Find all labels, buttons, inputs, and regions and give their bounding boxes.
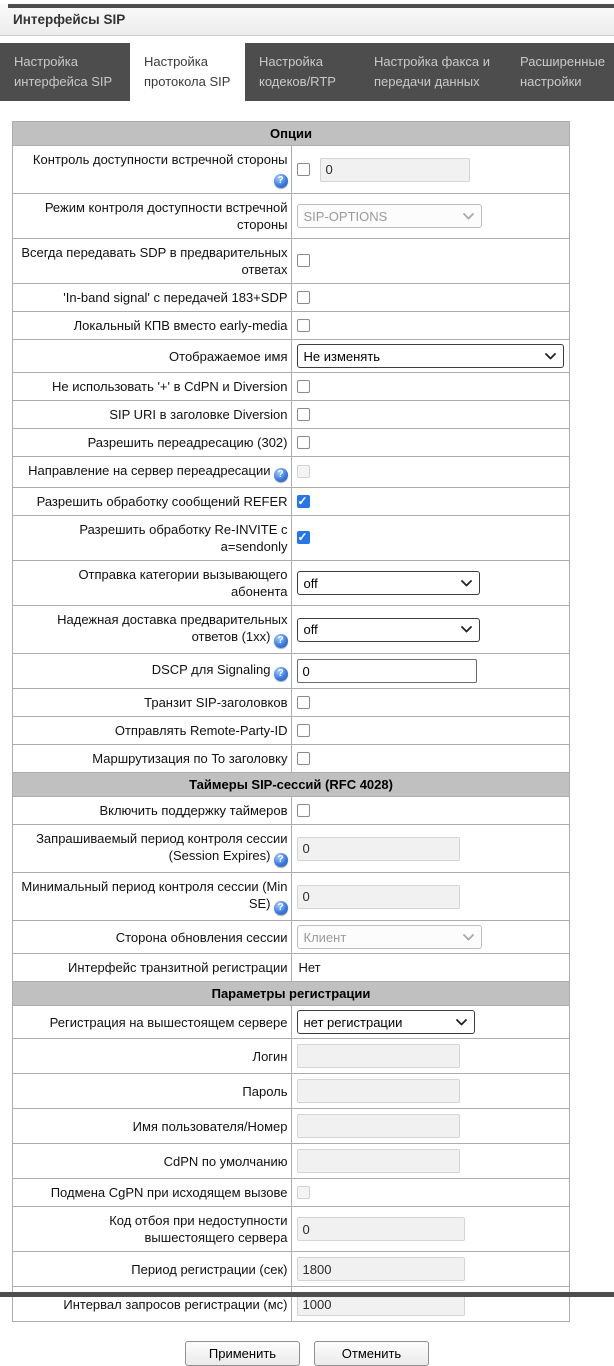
tab-bar xyxy=(0,43,614,101)
inband-signal-183-label-cell xyxy=(13,284,292,312)
tab-label: Настройка кодеков/RTP xyxy=(259,54,336,89)
settings-row-allow-reinvite-sendonly xyxy=(13,516,570,561)
session-refresher-label: Сторона обновления сессии xyxy=(115,929,288,945)
tab-label: Расширенные настройки xyxy=(520,54,606,89)
section-header: Параметры регистрации xyxy=(13,982,570,1006)
route-by-to-checkbox[interactable] xyxy=(297,752,310,765)
always-sdp-provisional-label-cell xyxy=(13,239,292,284)
settings-row-min-se xyxy=(13,873,570,921)
route-by-to-label: Маршрутизация по To заголовку xyxy=(92,751,288,766)
availability-mode-label: Режим контроля доступности встречной стороны xyxy=(44,200,288,232)
dscp-signaling-label-cell xyxy=(13,654,292,689)
password-control-cell xyxy=(291,1074,570,1109)
dscp-signaling-control-cell xyxy=(291,654,570,689)
route-by-to-label-cell xyxy=(13,745,292,773)
help-icon[interactable]: ? xyxy=(274,174,288,188)
footer-buttons xyxy=(0,1341,614,1366)
cgpn-substitution-checkbox xyxy=(297,1186,310,1199)
remote-party-id-label: Отправлять Remote-Party-ID xyxy=(114,723,288,738)
session-expires-label-cell xyxy=(13,825,292,873)
always-sdp-provisional-control-cell xyxy=(291,239,570,284)
allow-reinvite-sendonly-control-cell xyxy=(291,516,570,561)
always-sdp-provisional-label: Всегда передавать SDP в предварительных ответах xyxy=(21,245,288,277)
redirect-server-label: Направление на сервер переадресации xyxy=(28,463,271,478)
cgpn-substitution-label: Подмена CgPN при исходящем вызове xyxy=(50,1185,288,1200)
settings-row-allow-302 xyxy=(13,429,570,457)
settings-row-reliable-provisional xyxy=(13,606,570,654)
no-plus-cdpn-control-cell xyxy=(291,373,570,401)
session-expires-label: Запрашиваемый период контроля сессии (Session Expires) xyxy=(36,831,288,863)
sip-uri-diversion-label-cell xyxy=(13,401,292,429)
registration-period-input xyxy=(297,1257,465,1281)
allow-refer-control-cell xyxy=(291,488,570,516)
settings-row-registration-upstream xyxy=(13,1006,570,1039)
settings-row-enable-timers xyxy=(13,797,570,825)
inband-signal-183-label: 'In-band signal' с передачей 183+SDP xyxy=(63,290,288,305)
default-cdpn-label: CdPN по умолчанию xyxy=(163,1153,288,1169)
settings-row-redirect-server xyxy=(13,457,570,488)
transit-registration-interface-control-cell xyxy=(291,954,570,982)
allow-reinvite-sendonly-label-cell xyxy=(13,516,292,561)
inband-signal-183-checkbox[interactable] xyxy=(297,291,310,304)
help-icon[interactable]: ? xyxy=(274,853,288,867)
default-cdpn-input xyxy=(297,1149,460,1173)
transit-registration-interface-value: Нет xyxy=(298,959,321,975)
registration-upstream-label: Регистрация на вышестоящем сервере xyxy=(49,1014,288,1030)
min-se-control-cell xyxy=(291,873,570,921)
password-label-cell xyxy=(13,1074,292,1109)
settings-row-display-name xyxy=(13,340,570,373)
redirect-server-label-cell xyxy=(13,457,292,488)
availability-control-label: Контроль доступности встречной стороны xyxy=(32,152,288,167)
busy-code-control-cell xyxy=(291,1207,570,1252)
tab-codecs-rtp-settings[interactable] xyxy=(245,43,360,101)
help-icon[interactable]: ? xyxy=(274,901,288,915)
enable-timers-label: Включить поддержку таймеров xyxy=(99,803,288,818)
settings-row-remote-party-id xyxy=(13,717,570,745)
transit-registration-interface-label-cell xyxy=(13,954,292,982)
settings-row-login xyxy=(13,1039,570,1074)
login-input xyxy=(297,1044,460,1068)
section-header: Опции xyxy=(13,122,570,146)
local-ringback-control-cell xyxy=(291,312,570,340)
settings-row-allow-refer xyxy=(13,488,570,516)
cgpn-substitution-label-cell xyxy=(13,1179,292,1207)
busy-code-label-cell xyxy=(13,1207,292,1252)
display-name-label-cell xyxy=(13,340,292,373)
settings-row-dscp-signaling xyxy=(13,654,570,689)
registration-interval-label: Интервал запросов регистрации (мс) xyxy=(63,1296,288,1312)
settings-row-transit-registration-interface xyxy=(13,954,570,982)
default-cdpn-label-cell xyxy=(13,1144,292,1179)
check-icon: ✓ xyxy=(297,530,308,545)
settings-row-inband-signal-183 xyxy=(13,284,570,312)
tab-label: Настройка факса и передачи данных xyxy=(374,54,490,89)
settings-row-always-sdp-provisional xyxy=(13,239,570,284)
tab-advanced-settings[interactable] xyxy=(506,43,614,101)
session-expires-control-cell xyxy=(291,825,570,873)
settings-row-password xyxy=(13,1074,570,1109)
availability-control-input xyxy=(320,158,470,182)
inband-signal-183-control-cell xyxy=(291,284,570,312)
registration-upstream-select[interactable] xyxy=(297,1010,475,1034)
display-name-control-cell xyxy=(291,340,570,373)
cgpn-substitution-control-cell xyxy=(291,1179,570,1207)
cancel-button[interactable]: Отменить xyxy=(314,1341,429,1366)
allow-302-label-cell xyxy=(13,429,292,457)
login-label: Логин xyxy=(252,1048,288,1064)
login-control-cell xyxy=(291,1039,570,1074)
enable-timers-checkbox[interactable] xyxy=(297,804,310,817)
min-se-input xyxy=(297,885,460,909)
password-input xyxy=(297,1079,460,1103)
sip-uri-diversion-label: SIP URI в заголовке Diversion xyxy=(109,407,288,422)
check-icon: ✓ xyxy=(297,493,308,508)
settings-table xyxy=(12,121,570,1322)
session-refresher-select xyxy=(297,925,482,949)
help-icon[interactable]: ? xyxy=(274,468,288,482)
availability-control-control-cell xyxy=(291,146,570,194)
allow-302-checkbox[interactable] xyxy=(297,436,310,449)
allow-refer-label: Разрешить обработку сообщений REFER xyxy=(36,494,288,509)
redirect-server-checkbox xyxy=(297,465,310,478)
tab-label: Настройка протокола SIP xyxy=(144,54,231,89)
help-icon[interactable]: ? xyxy=(274,634,288,648)
remote-party-id-label-cell xyxy=(13,717,292,745)
allow-302-control-cell xyxy=(291,429,570,457)
sip-header-transit-label: Транзит SIP-заголовков xyxy=(144,695,288,710)
allow-reinvite-sendonly-checkbox[interactable] xyxy=(297,531,310,544)
sip-header-transit-checkbox[interactable] xyxy=(297,696,310,709)
registration-upstream-select-value: нет регистрации xyxy=(303,1014,403,1030)
always-sdp-provisional-checkbox[interactable] xyxy=(297,254,310,267)
availability-control-label-cell xyxy=(13,146,292,194)
availability-mode-select-value: SIP-OPTIONS xyxy=(303,208,388,224)
allow-refer-label-cell xyxy=(13,488,292,516)
reliable-provisional-label-cell xyxy=(13,606,292,654)
redirect-server-control-cell xyxy=(291,457,570,488)
settings-row-session-expires xyxy=(13,825,570,873)
settings-row-caller-category xyxy=(13,561,570,606)
registration-upstream-label-cell xyxy=(13,1006,292,1039)
username-number-control-cell xyxy=(291,1109,570,1144)
availability-mode-control-cell xyxy=(291,194,570,239)
settings-row-busy-code xyxy=(13,1207,570,1252)
busy-code-label: Код отбоя при недоступности вышестоящего сервера xyxy=(109,1213,288,1245)
dscp-signaling-label: DSCP для Signaling xyxy=(151,662,271,677)
page-title: Интерфейсы SIP xyxy=(0,4,614,36)
tab-fax-data-settings[interactable] xyxy=(360,43,506,101)
reliable-provisional-select[interactable] xyxy=(297,618,480,642)
registration-period-control-cell xyxy=(291,1252,570,1287)
tab-sip-interface-settings[interactable] xyxy=(0,43,130,101)
remote-party-id-control-cell xyxy=(291,717,570,745)
reliable-provisional-label: Надежная доставка предварительных ответов (1xx) xyxy=(57,612,288,644)
settings-row-session-refresher xyxy=(13,921,570,954)
reliable-provisional-control-cell xyxy=(291,606,570,654)
availability-mode-select xyxy=(297,204,482,228)
settings-row-route-by-to xyxy=(13,745,570,773)
local-ringback-checkbox[interactable] xyxy=(297,319,310,332)
reliable-provisional-select-value: off xyxy=(303,622,318,637)
settings-row-cgpn-substitution xyxy=(13,1179,570,1207)
apply-button[interactable]: Применить xyxy=(185,1341,300,1366)
display-name-label: Отображаемое имя xyxy=(169,348,288,364)
dscp-signaling-input[interactable] xyxy=(297,659,477,683)
enable-timers-control-cell xyxy=(291,797,570,825)
chevron-down-icon xyxy=(456,1019,467,1026)
session-expires-input xyxy=(297,837,460,861)
tab-label: Настройка интерфейса SIP xyxy=(14,54,113,89)
caller-category-select-value: off xyxy=(303,575,318,591)
session-refresher-label-cell xyxy=(13,921,292,954)
min-se-label: Минимальный период контроля сессии (Min SE) xyxy=(21,879,288,911)
section-header: Таймеры SIP-сессий (RFC 4028) xyxy=(13,773,570,797)
allow-reinvite-sendonly-label: Разрешить обработку Re-INVITE с a=sendonly xyxy=(79,522,288,554)
help-icon[interactable]: ? xyxy=(274,667,288,681)
remote-party-id-checkbox[interactable] xyxy=(297,724,310,737)
caller-category-label-cell xyxy=(13,561,292,606)
caller-category-control-cell xyxy=(291,561,570,606)
tab-sip-protocol-settings[interactable] xyxy=(130,43,245,101)
chevron-down-icon xyxy=(461,580,472,587)
registration-upstream-control-cell xyxy=(291,1006,570,1039)
availability-control-checkbox[interactable] xyxy=(297,163,310,176)
session-refresher-select-value: Клиент xyxy=(303,929,347,945)
chevron-down-icon xyxy=(463,213,474,220)
login-label-cell xyxy=(13,1039,292,1074)
sip-uri-diversion-control-cell xyxy=(291,401,570,429)
route-by-to-control-cell xyxy=(291,745,570,773)
default-cdpn-control-cell xyxy=(291,1144,570,1179)
allow-refer-checkbox[interactable] xyxy=(297,495,310,508)
username-number-input xyxy=(297,1114,460,1138)
display-name-select[interactable] xyxy=(297,344,565,368)
settings-row-sip-header-transit xyxy=(13,689,570,717)
transit-registration-interface-label: Интерфейс транзитной регистрации xyxy=(68,960,288,975)
chevron-down-icon xyxy=(461,626,472,633)
chevron-down-icon xyxy=(463,934,474,941)
enable-timers-label-cell xyxy=(13,797,292,825)
settings-row-no-plus-cdpn xyxy=(13,373,570,401)
allow-302-label: Разрешить переадресацию (302) xyxy=(87,435,288,450)
sip-header-transit-control-cell xyxy=(291,689,570,717)
no-plus-cdpn-label: Не использовать '+' в CdPN и Diversion xyxy=(52,379,288,394)
password-label: Пароль xyxy=(242,1083,288,1099)
username-number-label-cell xyxy=(13,1109,292,1144)
settings-row-availability-control xyxy=(13,146,570,194)
caller-category-select[interactable] xyxy=(297,571,480,595)
registration-period-label: Период регистрации (сек) xyxy=(131,1261,288,1277)
availability-mode-label-cell xyxy=(13,194,292,239)
registration-period-label-cell xyxy=(13,1252,292,1287)
local-ringback-label-cell xyxy=(13,312,292,340)
settings-row-local-ringback xyxy=(13,312,570,340)
no-plus-cdpn-checkbox[interactable] xyxy=(297,380,310,393)
sip-header-transit-label-cell xyxy=(13,689,292,717)
chevron-down-icon xyxy=(545,353,556,360)
settings-row-sip-uri-diversion xyxy=(13,401,570,429)
caller-category-label: Отправка категории вызывающего абонента xyxy=(78,567,288,599)
session-refresher-control-cell xyxy=(291,921,570,954)
window-top-edge xyxy=(8,4,614,8)
busy-code-input xyxy=(297,1217,465,1241)
settings-row-availability-mode xyxy=(13,194,570,239)
display-name-select-value: Не изменять xyxy=(303,348,381,364)
username-number-label: Имя пользователя/Номер xyxy=(132,1118,288,1134)
settings-table-body xyxy=(13,122,570,1322)
settings-row-username-number xyxy=(13,1109,570,1144)
min-se-label-cell xyxy=(13,873,292,921)
settings-row-registration-period xyxy=(13,1252,570,1287)
settings-row-default-cdpn xyxy=(13,1144,570,1179)
no-plus-cdpn-label-cell xyxy=(13,373,292,401)
sip-uri-diversion-checkbox[interactable] xyxy=(297,408,310,421)
local-ringback-label: Локальный КПВ вместо early-media xyxy=(73,318,288,333)
